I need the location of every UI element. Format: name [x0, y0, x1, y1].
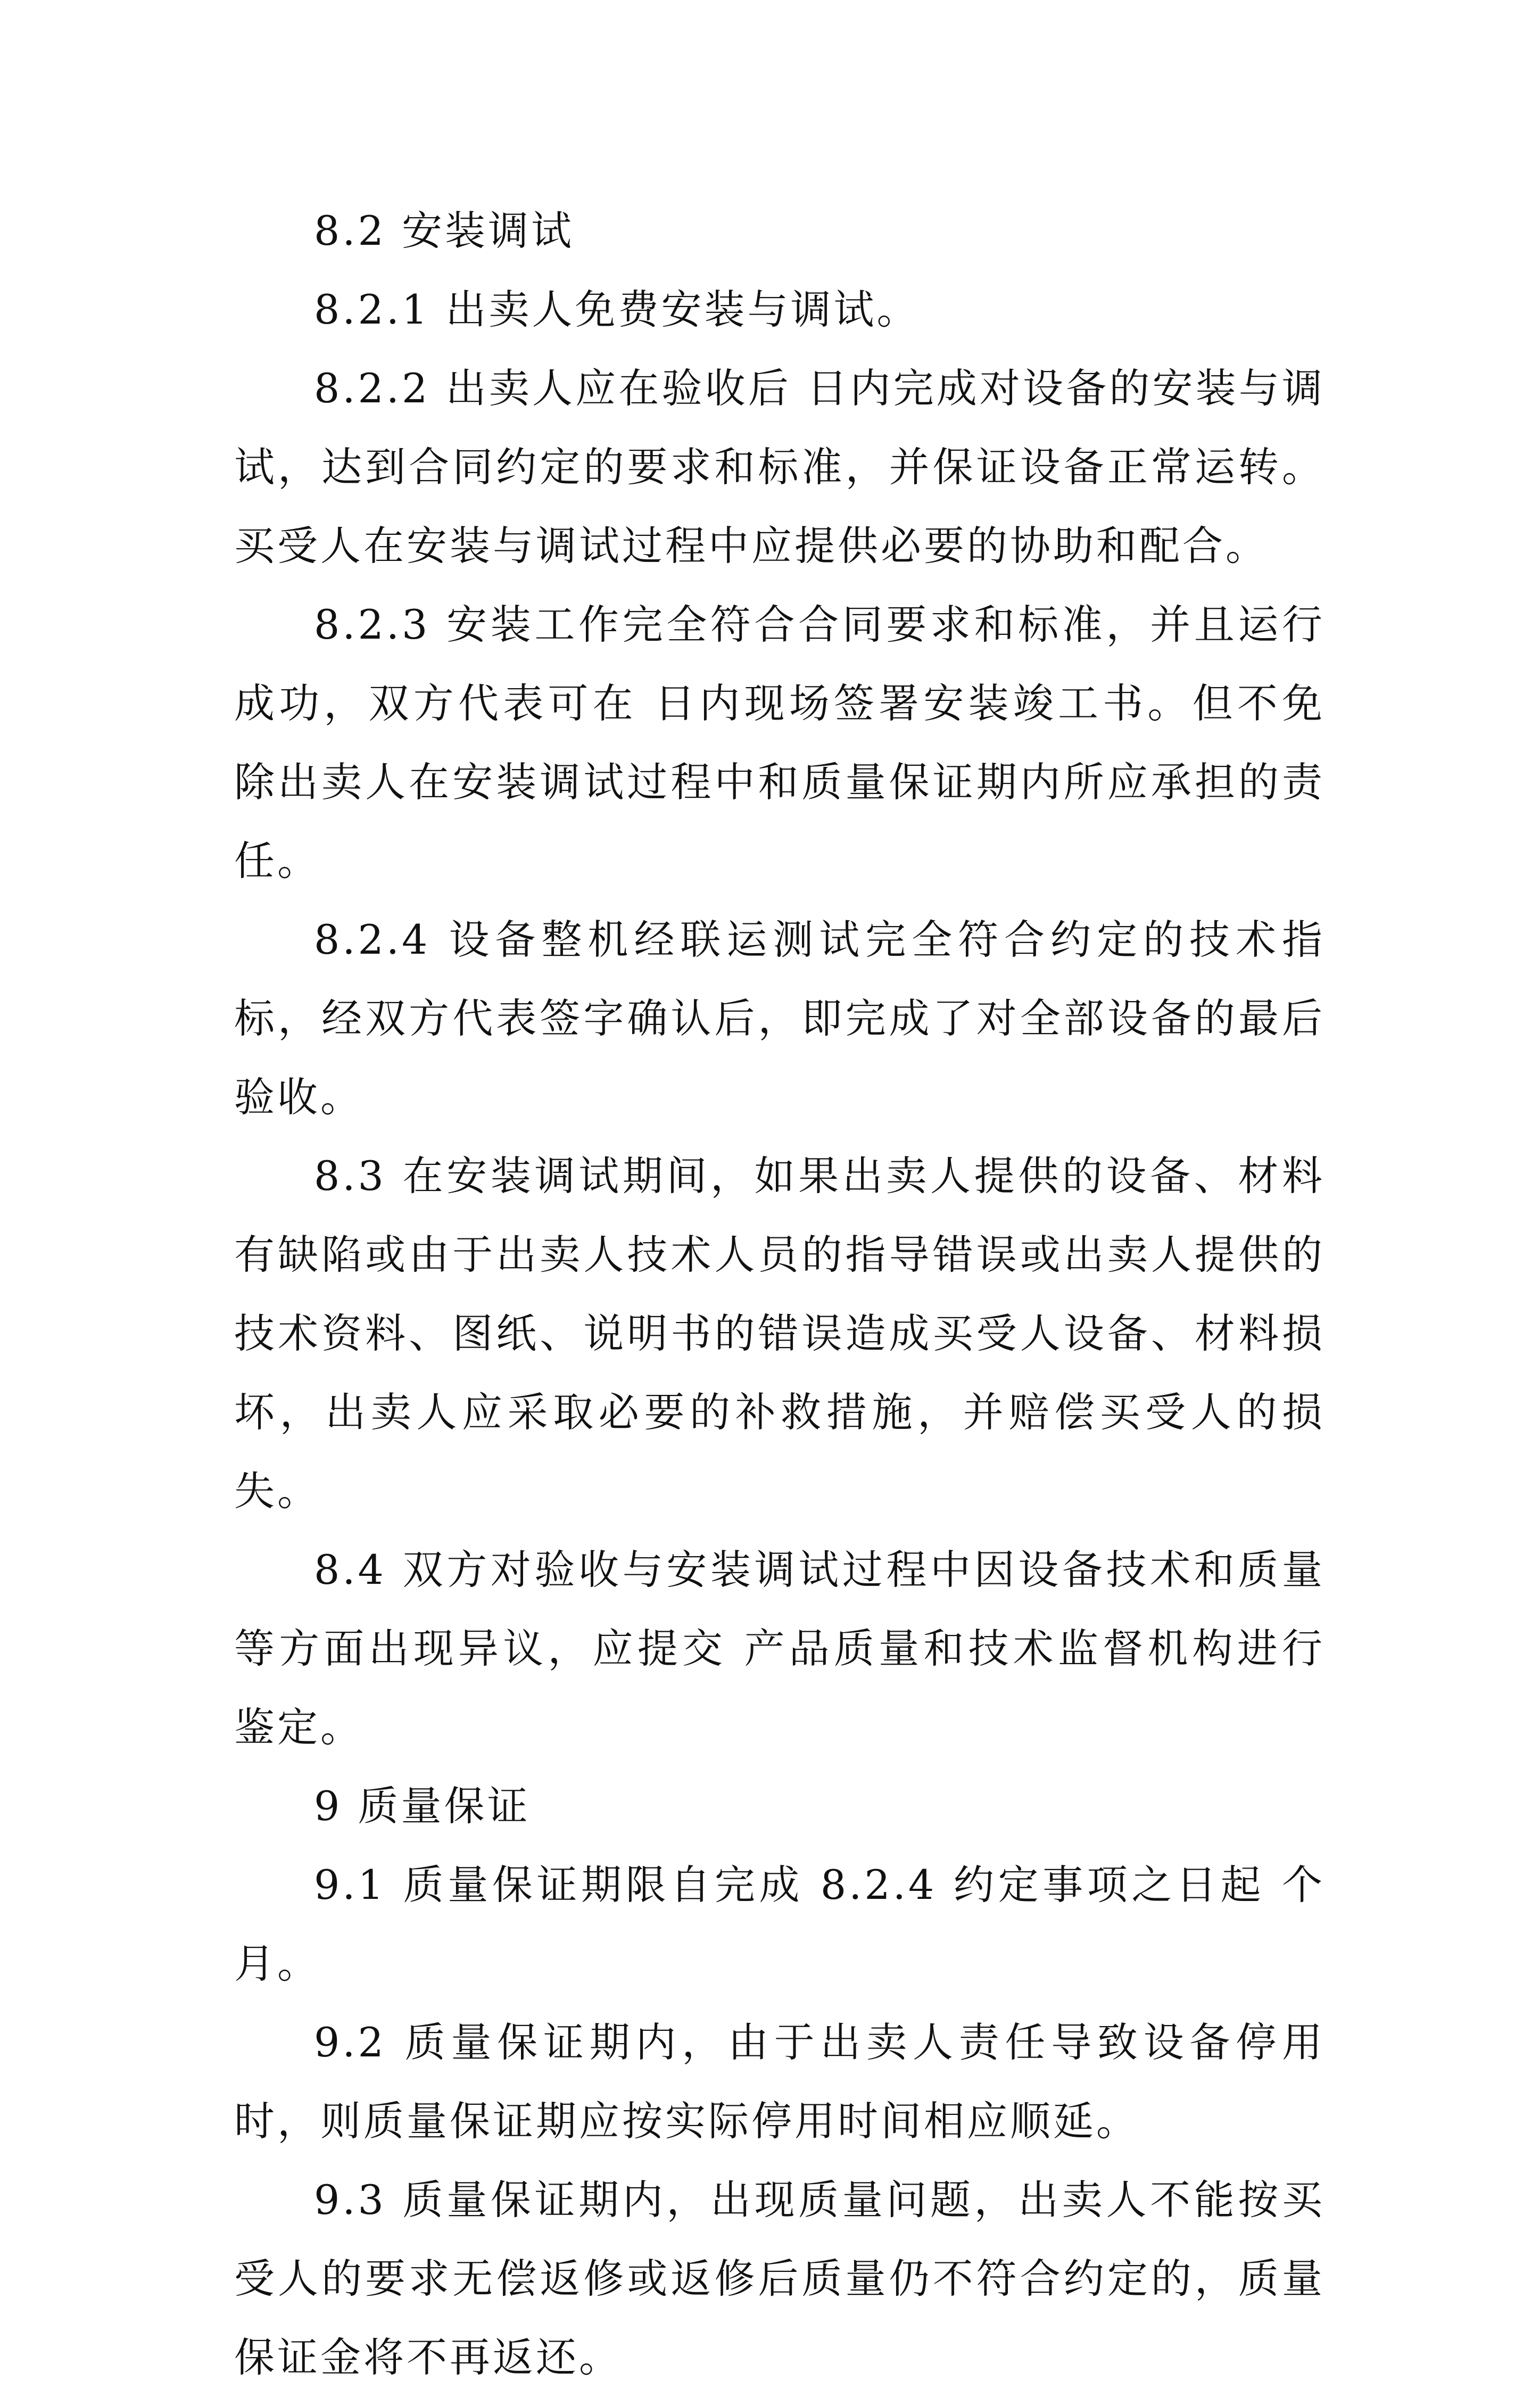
clause-8-2-1: 8.2.1 出卖人免费安装与调试。 — [314, 286, 920, 333]
clause-9-1: 9.1 质量保证期限自完成 8.2.4 约定事项之日起 个月。 — [234, 1861, 1325, 1987]
clause-8-2-3: 8.2.3 安装工作完全符合合同要求和标准，并且运行成功，双方代表可在 日内现场签署安装竣工书。但不免除出卖人在安装调试过程中和质量保证期内所应承担的责任。 — [234, 601, 1325, 885]
clause-8-3: 8.3 在安装调试期间，如果出卖人提供的设备、材料有缺陷或由于出卖人技术人员的指导错误或出卖人提供的技术资料、图纸、说明书的错误造成买受人设备、材料损坏，出卖人应采取必要的补救措施，并赔偿买受人的损失。 — [234, 1152, 1325, 1515]
clause-9-3: 9.3 质量保证期内，出现质量问题，出卖人不能按买受人的要求无偿返修或返修后质量仍不符合约定的，质量保证金将不再返还。 — [234, 2176, 1325, 2381]
heading-9: 9 质量保证 — [314, 1782, 531, 1830]
heading-8-2: 8.2 安装调试 — [314, 207, 575, 254]
clause-8-2-4: 8.2.4 设备整机经联运测试完全符合约定的技术指标，经双方代表签字确认后，即完成了对全部设备的最后验收。 — [234, 916, 1325, 1121]
clause-8-4: 8.4 双方对验收与安装调试过程中因设备技术和质量等方面出现异议，应提交 产品质量和技术监督机构进行鉴定。 — [234, 1546, 1325, 1751]
clause-8-2-2: 8.2.2 出卖人应在验收后 日内完成对设备的安装与调试，达到合同约定的要求和标准，并保证设备正常运转。买受人在安装与调试过程中应提供必要的协助和配合。 — [234, 365, 1325, 569]
document-body — [234, 192, 1325, 2397]
clause-9-2: 9.2 质量保证期内，由于出卖人责任导致设备停用时，则质量保证期应按实际停用时间相应顺延。 — [234, 2019, 1325, 2145]
